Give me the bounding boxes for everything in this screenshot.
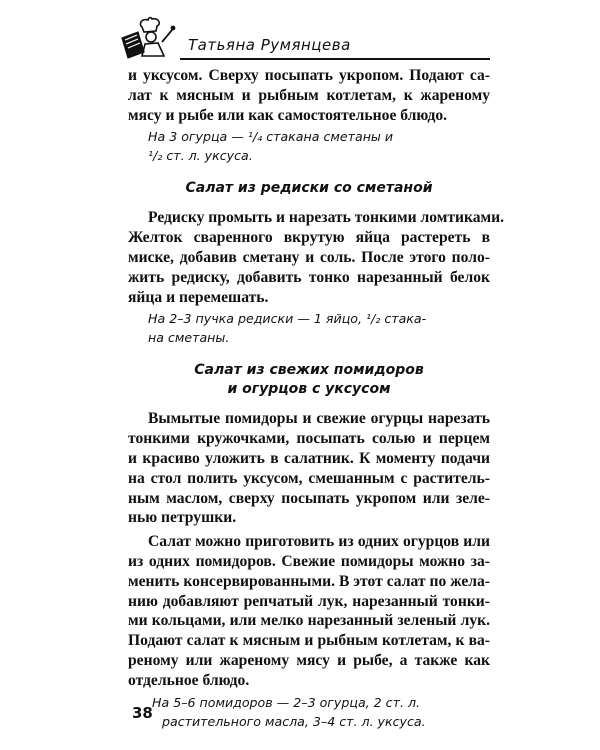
note-line: растительного масла, 3–4 ст. л. уксуса. bbox=[162, 713, 426, 729]
radish-ingredients-note bbox=[128, 309, 490, 347]
text-line: мясу и рыбе или как самостоятельное блюдо. bbox=[128, 106, 448, 124]
tomato-salad-paragraph-1 bbox=[128, 409, 490, 528]
author-name: Татьяна Румянцева bbox=[188, 36, 351, 54]
chef-with-book-icon bbox=[118, 16, 176, 60]
text-line: Вымытые помидоры и свежие огурцы нарезать bbox=[148, 410, 490, 428]
running-header bbox=[118, 16, 488, 66]
note-line: На 3 огурца — ¹/₄ стакана сметаны и bbox=[148, 129, 394, 145]
note-line: на сметаны. bbox=[148, 330, 230, 346]
tomato-salad-title bbox=[128, 361, 490, 399]
text-line: ным маслом, сверху посыпать укропом или зеле- bbox=[128, 489, 490, 507]
text-line: и уксусом. Сверху посыпать укропом. Подают са- bbox=[128, 67, 490, 84]
page-number: 38 bbox=[132, 704, 153, 722]
text-line: отдельное блюдо. bbox=[128, 671, 250, 689]
text-line: яйца и перемешать. bbox=[128, 288, 269, 306]
text-line: реному или жареному мясу и рыбе, а также как bbox=[128, 651, 490, 669]
text-line: лат к мясным и рыбным котлетам, к жареному bbox=[128, 86, 490, 104]
text-line: Желток сваренного вкрутую яйца растереть в bbox=[128, 229, 490, 247]
text-line: жить редиску, добавить тонко нарезанный белок bbox=[128, 268, 490, 286]
radish-salad-title bbox=[128, 179, 490, 198]
header-rule bbox=[180, 58, 490, 60]
text-line: ми кольцами, или мелко нарезанный зеленый лук. bbox=[128, 612, 490, 630]
page-content bbox=[128, 66, 505, 731]
text-line: нью петрушки. bbox=[128, 509, 237, 527]
text-line: Подают салат к мясным и рыбным котлетам, к ва- bbox=[128, 632, 490, 650]
tomato-ingredients-note bbox=[128, 693, 490, 731]
text-line: на стол полить уксусом, смешанным с раститель- bbox=[128, 469, 490, 487]
text-line: нию добавляют репчатый лук, нарезанный тонки- bbox=[128, 592, 490, 610]
text-line: миске, добавив сметану и соль. После этого поло- bbox=[128, 248, 490, 266]
text-line: менить консервированными. В этот салат по жела- bbox=[128, 572, 490, 590]
text-line: и красиво уложить в салатник. К моменту подачи bbox=[128, 449, 490, 467]
title-line: Салат из редиски со сметаной bbox=[185, 180, 433, 197]
note-line: На 5–6 помидоров — 2–3 огурца, 2 ст. л. bbox=[152, 694, 420, 710]
intro-paragraph bbox=[128, 66, 490, 125]
note-line: ¹/₂ ст. л. уксуса. bbox=[148, 148, 253, 164]
tomato-salad-paragraph-2 bbox=[128, 532, 490, 690]
intro-ingredients-note bbox=[128, 127, 490, 165]
text-line: тонкими кружочками, посыпать солью и перцем bbox=[128, 430, 490, 448]
note-line: На 2–3 пучка редиски — 1 яйцо, ¹/₂ стака- bbox=[148, 311, 427, 327]
text-line: Редиску промыть и нарезать тонкими ломтиками. bbox=[148, 209, 505, 227]
title-line: Салат из свежих помидоров bbox=[194, 362, 424, 379]
radish-salad-paragraph bbox=[128, 208, 505, 307]
text-line: из одних помидоров. Свежие помидоры можно за- bbox=[128, 552, 490, 570]
text-line: Салат можно приготовить из одних огурцов или bbox=[148, 533, 490, 551]
title-line: и огурцов с уксусом bbox=[227, 381, 391, 398]
